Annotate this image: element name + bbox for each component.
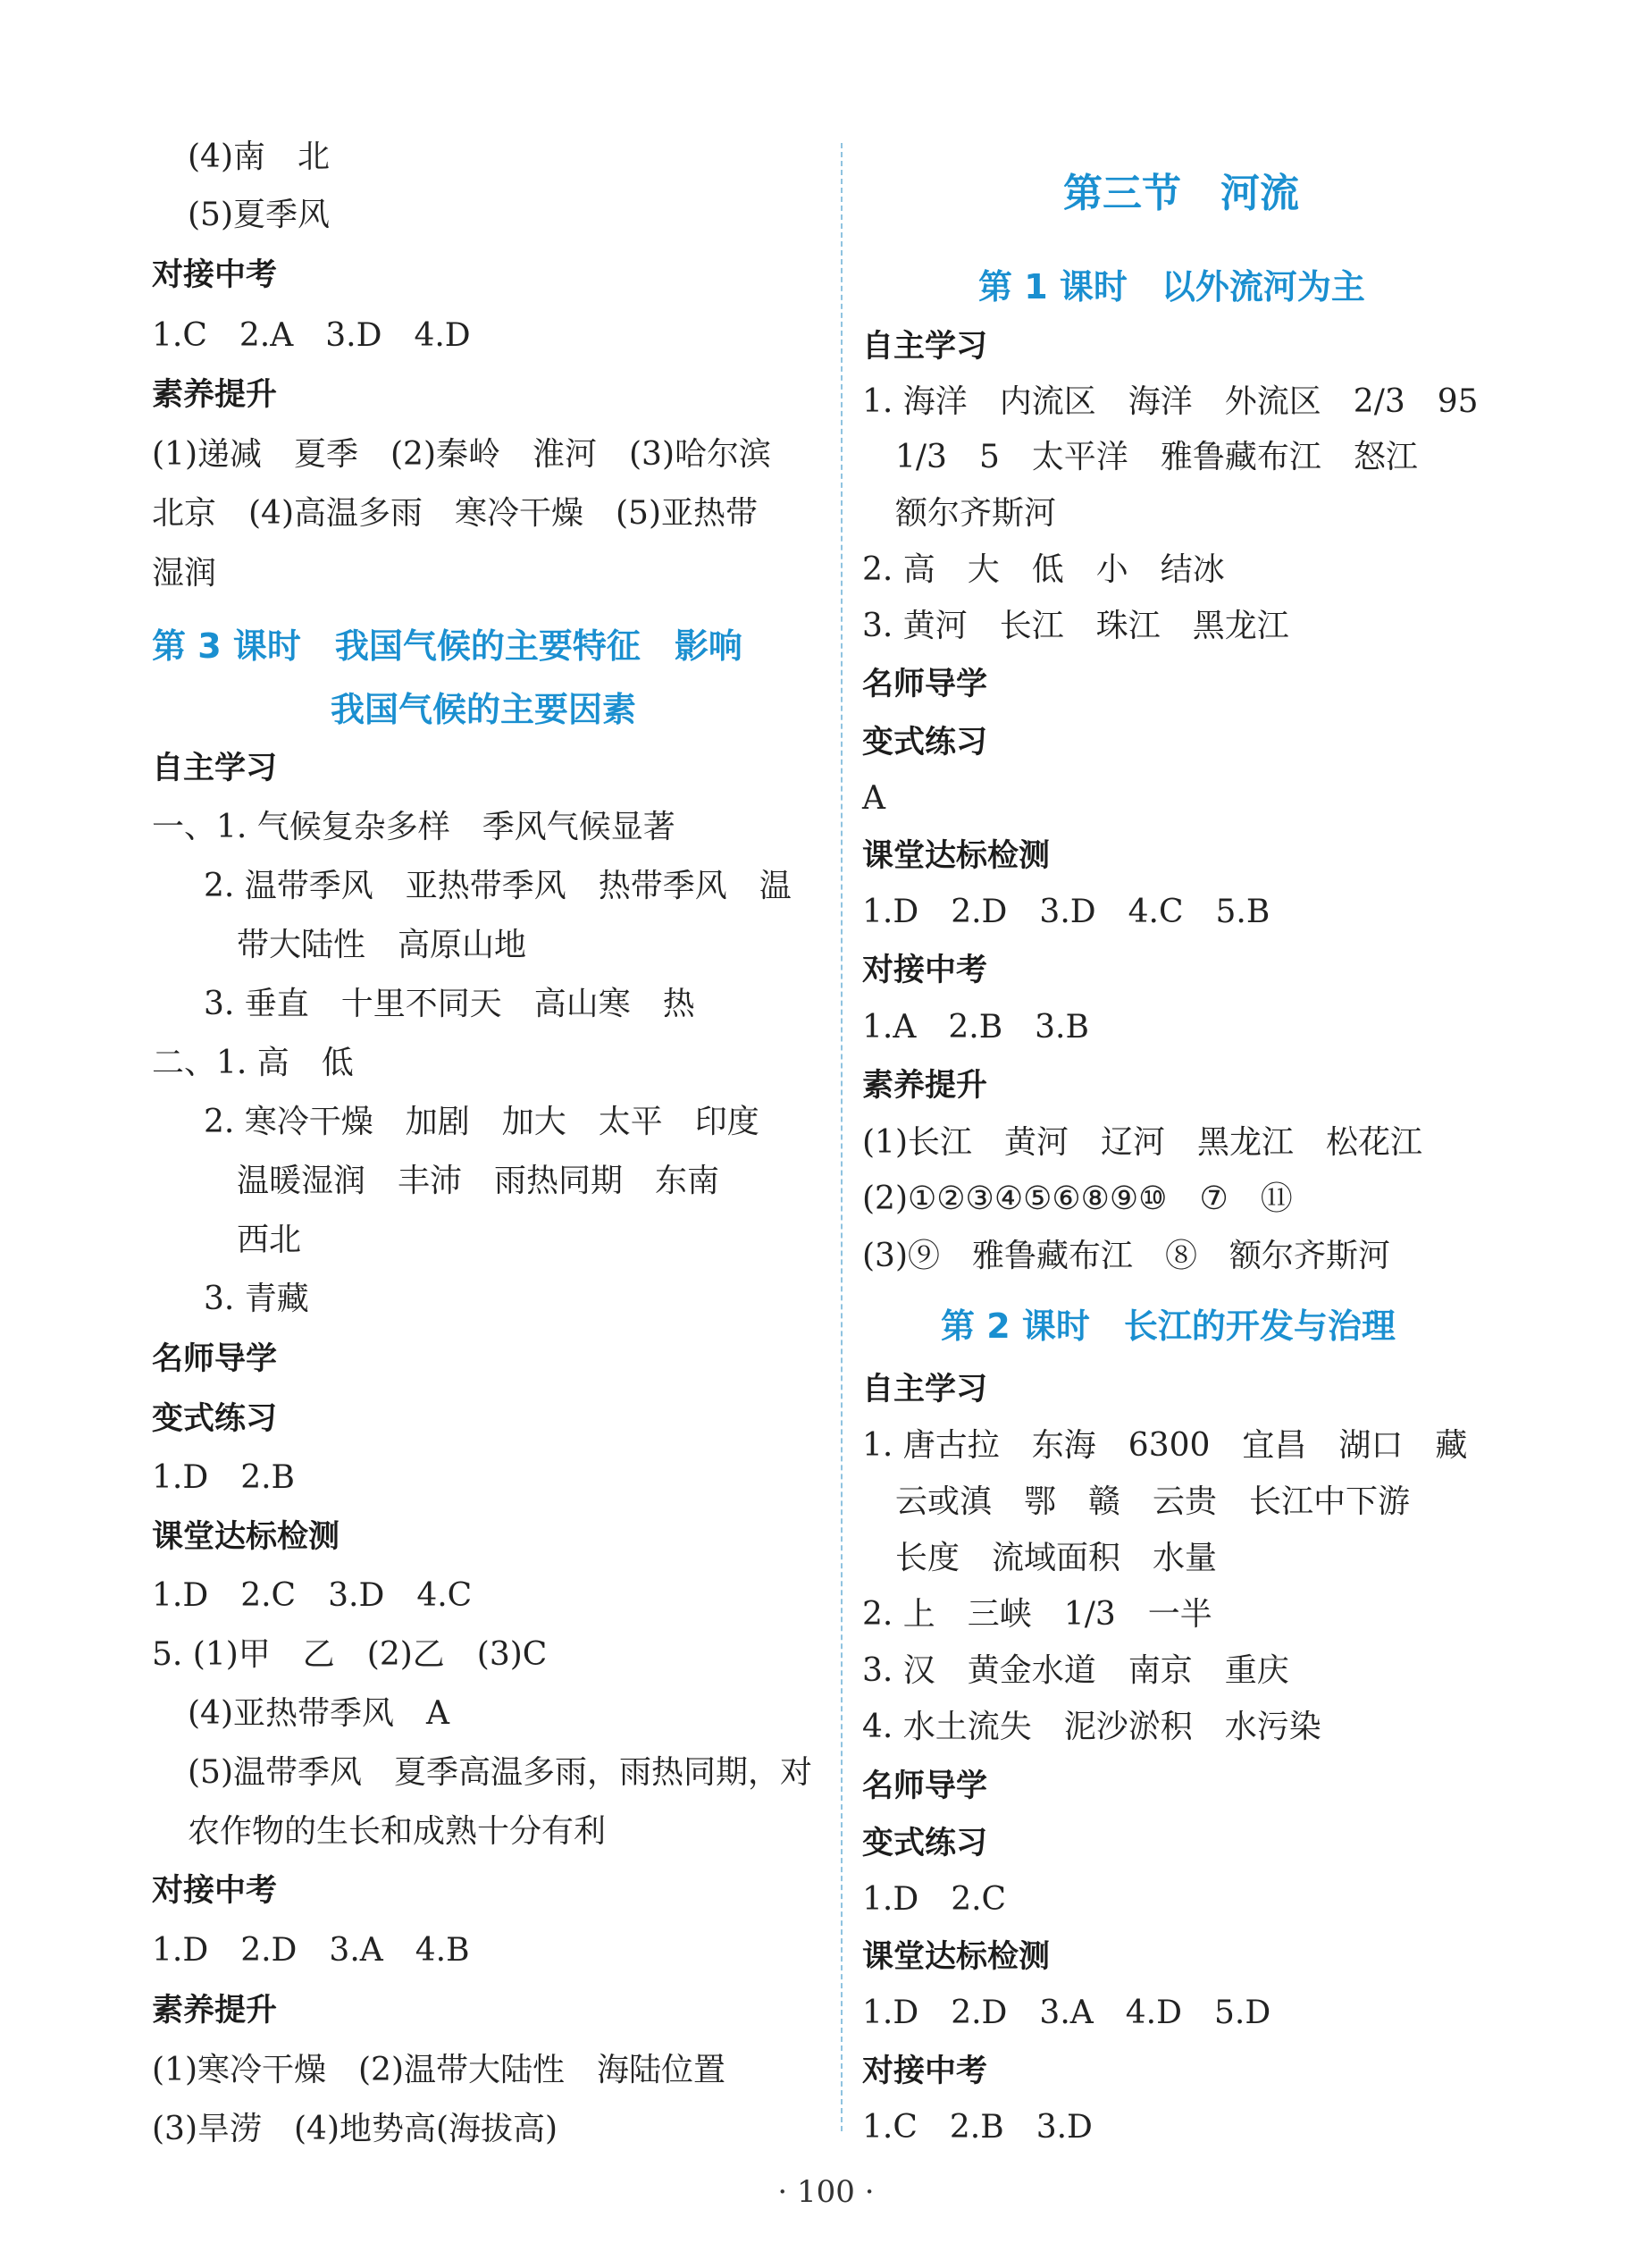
answer-line: 1.D 2.D 3.D 4.C 5.B <box>862 894 1270 930</box>
answer-line: 1.D 2.C <box>862 1881 1007 1918</box>
section-heading: 对接中考 <box>152 257 278 293</box>
lesson-title-cont: 我国气候的主要因素 <box>331 690 637 729</box>
answer-line: (1)寒冷干燥 (2)温带大陆性 海陆位置 <box>152 2052 725 2088</box>
answer-line: (4)南 北 <box>188 139 330 175</box>
lesson-title: 第 2 课时 长江的开发与治理 <box>941 1306 1396 1346</box>
answer-line: 3. 黄河 长江 珠江 黑龙江 <box>862 608 1289 644</box>
answer-line: (5)温带季风 夏季高温多雨，雨热同期，对 <box>188 1754 812 1791</box>
answer-line: 1. 海洋 内流区 海洋 外流区 2/3 95 <box>862 383 1479 420</box>
lesson-title: 第 3 课时 我国气候的主要特征 影响 <box>152 626 742 666</box>
section-heading: 素养提升 <box>152 377 278 413</box>
section-heading: 对接中考 <box>152 1873 278 1909</box>
answer-line: (5)夏季风 <box>188 197 330 233</box>
answer-line: (1)长江 黄河 辽河 黑龙江 松花江 <box>862 1124 1422 1161</box>
answer-line: (1)递减 夏季 (2)秦岭 淮河 (3)哈尔滨 <box>152 436 771 473</box>
answer-line: 西北 <box>237 1222 302 1258</box>
section-heading: 自主学习 <box>862 329 988 365</box>
answer-line: 1.C 2.B 3.D <box>862 2109 1093 2146</box>
section-title: 第三节 河流 <box>1063 171 1299 216</box>
section-heading: 自主学习 <box>862 1372 988 1407</box>
answer-line: 1.C 2.A 3.D 4.D <box>152 317 471 354</box>
column-divider <box>841 143 843 2131</box>
answer-line: 3. 汉 黄金水道 南京 重庆 <box>862 1652 1289 1689</box>
answer-line: 1. 唐古拉 东海 6300 宜昌 湖口 藏 <box>862 1427 1468 1464</box>
section-heading: 素养提升 <box>152 1993 278 2029</box>
answer-line: 二、1. 高 低 <box>152 1045 354 1081</box>
answer-line: 带大陆性 高原山地 <box>237 927 527 963</box>
lesson-title: 第 1 课时 以外流河为主 <box>978 267 1365 307</box>
answer-line: (3)⑨ 雅鲁藏布江 ⑧ 额尔齐斯河 <box>862 1238 1390 1274</box>
answer-line: (4)亚热带季风 A <box>188 1695 449 1732</box>
answer-line: 长度 流域面积 水量 <box>895 1540 1218 1576</box>
answer-line: A <box>862 780 885 817</box>
answer-line: 3. 垂直 十里不同天 高山寒 热 <box>204 986 695 1022</box>
answer-line: 温暖湿润 丰沛 雨热同期 东南 <box>237 1163 720 1199</box>
answer-line: 4. 水土流失 泥沙淤积 水污染 <box>862 1709 1321 1745</box>
section-heading: 名师导学 <box>862 1768 988 1804</box>
answer-line: 云或滇 鄂 赣 云贵 长江中下游 <box>895 1483 1411 1520</box>
section-heading: 对接中考 <box>862 953 988 988</box>
answer-line: 3. 青藏 <box>204 1281 309 1317</box>
answer-line: 额尔齐斯河 <box>895 495 1057 532</box>
page-number: · 100 · <box>777 2174 875 2210</box>
answer-line: 北京 (4)高温多雨 寒冷干燥 (5)亚热带 <box>152 495 758 532</box>
answer-line: 2. 寒冷干燥 加剧 加大 太平 印度 <box>204 1104 759 1140</box>
answer-line: 1.D 2.C 3.D 4.C <box>152 1577 473 1614</box>
answer-line: 1.D 2.D 3.A 4.D 5.D <box>862 1995 1271 2031</box>
section-heading: 课堂达标检测 <box>152 1519 340 1555</box>
answer-line: 湿润 <box>152 555 217 592</box>
answer-line: 1/3 5 太平洋 雅鲁藏布江 怒江 <box>895 439 1418 475</box>
answer-line: 2. 高 大 低 小 结冰 <box>862 551 1225 588</box>
answer-line: 1.A 2.B 3.B <box>862 1009 1089 1046</box>
section-heading: 课堂达标检测 <box>862 838 1051 874</box>
answer-line: 2. 上 三峡 1/3 一半 <box>862 1596 1212 1633</box>
section-heading: 名师导学 <box>152 1341 278 1377</box>
answer-line: 1.D 2.B <box>152 1459 296 1496</box>
section-heading: 课堂达标检测 <box>862 1939 1051 1975</box>
section-heading: 自主学习 <box>152 751 278 786</box>
answer-line: 农作物的生长和成熟十分有利 <box>188 1813 607 1850</box>
answer-line: 2. 温带季风 亚热带季风 热带季风 温 <box>204 868 792 904</box>
answer-line: 1.D 2.D 3.A 4.B <box>152 1932 470 1969</box>
section-heading: 对接中考 <box>862 2054 988 2089</box>
section-heading: 名师导学 <box>862 667 988 702</box>
section-heading: 变式练习 <box>152 1401 278 1437</box>
section-heading: 变式练习 <box>862 725 988 760</box>
answer-line: (2)①②③④⑤⑥⑧⑨⑩ ⑦ ⑪ <box>862 1180 1293 1217</box>
answer-line: 5. (1)甲 乙 (2)乙 (3)C <box>152 1636 548 1673</box>
section-heading: 变式练习 <box>862 1826 988 1861</box>
answer-line: 一、1. 气候复杂多样 季风气候显著 <box>152 809 675 845</box>
answer-line: (3)旱涝 (4)地势高(海拔高) <box>152 2111 558 2147</box>
section-heading: 素养提升 <box>862 1068 988 1104</box>
